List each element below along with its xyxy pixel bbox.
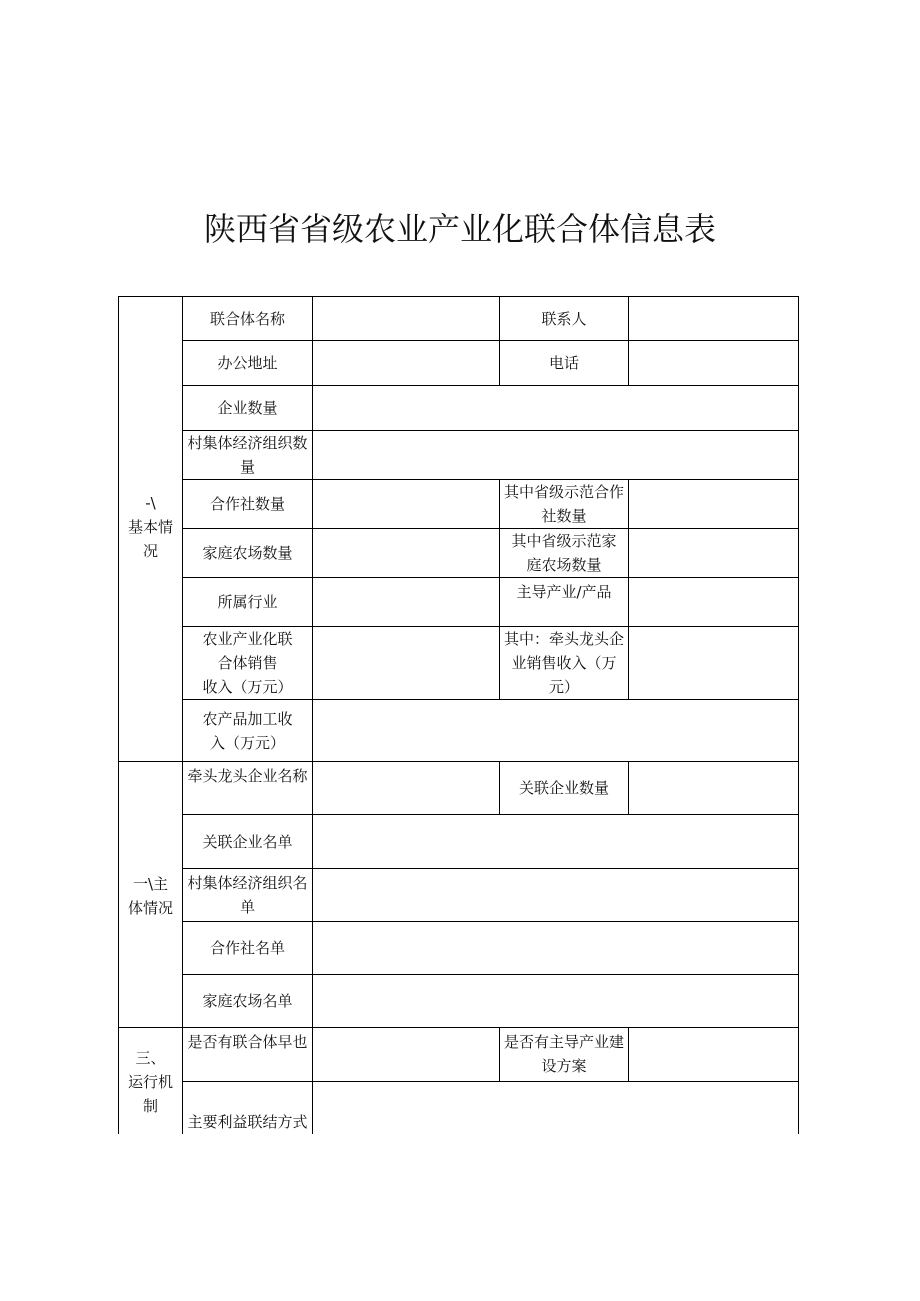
label-union-name: 联合体名称 [209, 309, 285, 328]
value-related-enterprise-list[interactable] [313, 815, 798, 868]
label-leader-enterprise-name: 牵头龙头企业名称 [187, 767, 308, 785]
value-leader-enterprise-name[interactable] [313, 762, 499, 814]
label-related-enterprise-list: 关联企业名单 [202, 832, 293, 851]
label-village-org-count: 村集体经济组织数 量 [187, 434, 308, 476]
value-industry[interactable] [313, 578, 499, 626]
label-coop-list: 合作社名单 [209, 939, 285, 957]
label-union-sales-revenue: 农业产业化联 合体销售 收入（万元） [202, 630, 293, 696]
label-benefit-link-mode: 主要利益联结方式 [187, 1113, 308, 1131]
label-industry: 所属行业 [217, 593, 278, 611]
label-contact: 联系人 [541, 309, 587, 328]
section-basic-info: -\ 基本情 况 [127, 494, 173, 560]
label-processing-revenue: 农产品加工收 入（万元） [202, 709, 293, 752]
value-village-org-list[interactable] [313, 869, 798, 921]
value-contact[interactable] [629, 297, 798, 340]
value-main-industry-product[interactable] [629, 578, 798, 626]
label-family-farm-count: 家庭农场数量 [202, 544, 293, 562]
label-provincial-demo-farm-count: 其中省级示范家 庭农场数量 [511, 532, 617, 574]
value-union-name[interactable] [313, 297, 499, 340]
value-village-org-count[interactable] [313, 431, 798, 479]
label-phone: 电话 [548, 354, 579, 372]
value-office-address[interactable] [313, 341, 499, 385]
value-family-farm-list[interactable] [313, 975, 798, 1027]
label-has-charter: 是否有联合体早也 [187, 1033, 308, 1051]
value-benefit-link-mode[interactable] [313, 1082, 798, 1134]
info-form [118, 296, 799, 1134]
label-coop-count: 合作社数量 [209, 495, 285, 513]
label-leader-sales-revenue: 其中：牵头龙头企 业销售收入（万 元） [503, 630, 624, 696]
label-related-enterprise-count: 关联企业数量 [518, 779, 609, 797]
table-border-left [118, 296, 119, 1134]
label-family-farm-list: 家庭农场名单 [202, 992, 293, 1010]
label-provincial-demo-coop-count: 其中省级示范合作 社数量 [503, 483, 624, 525]
value-phone[interactable] [629, 341, 798, 385]
value-provincial-demo-coop-count[interactable] [629, 480, 798, 528]
value-leader-sales-revenue[interactable] [629, 627, 798, 699]
value-has-charter[interactable] [313, 1028, 499, 1081]
label-has-main-industry-plan: 是否有主导产业建 设方案 [503, 1033, 624, 1075]
value-processing-revenue[interactable] [313, 700, 798, 761]
label-main-industry-product: 主导产业/产品 [516, 583, 612, 601]
value-related-enterprise-count[interactable] [629, 762, 798, 814]
label-enterprise-count: 企业数量 [217, 399, 278, 417]
value-coop-list[interactable] [313, 922, 798, 974]
section-operation-mechanism: 三、 运行机 制 [127, 1049, 173, 1115]
value-enterprise-count[interactable] [313, 386, 798, 430]
label-office-address: 办公地址 [217, 354, 278, 372]
value-union-sales-revenue[interactable] [313, 627, 499, 699]
table-border-right [798, 296, 799, 1134]
value-family-farm-count[interactable] [313, 529, 499, 577]
value-coop-count[interactable] [313, 480, 499, 528]
value-has-main-industry-plan[interactable] [629, 1028, 798, 1081]
value-provincial-demo-farm-count[interactable] [629, 529, 798, 577]
section-subject-info: 一\主 体情况 [127, 875, 173, 917]
label-village-org-list: 村集体经济组织名 单 [187, 874, 308, 916]
page-title: 陕西省省级农业产业化联合体信息表 [203, 210, 716, 248]
